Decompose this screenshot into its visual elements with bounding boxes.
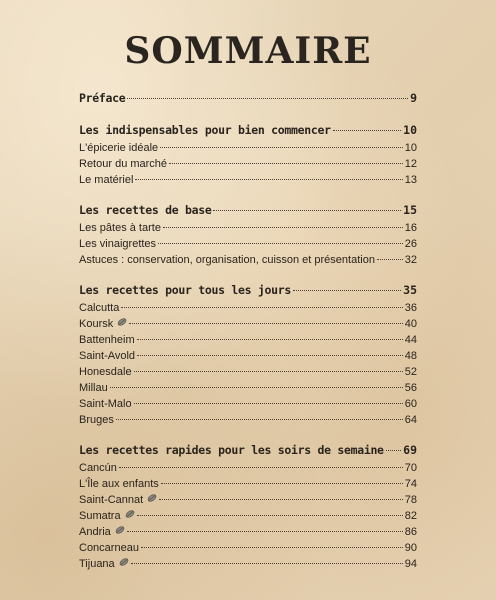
toc-entry-page-number: 44 [404, 334, 417, 346]
toc-entry[interactable] [79, 332, 417, 348]
dot-leader [169, 163, 403, 164]
dot-leader [333, 130, 401, 131]
toc-entry[interactable] [79, 412, 417, 428]
toc-entry[interactable] [79, 524, 417, 540]
page-title: SOMMAIRE [124, 30, 372, 72]
toc-section-label: Les indispensables pour bien commencer [79, 123, 331, 137]
dot-leader [163, 227, 403, 228]
toc-entry-page-number: 60 [404, 398, 417, 410]
dot-leader [119, 467, 403, 468]
dot-leader [160, 147, 403, 148]
toc-entry[interactable] [79, 492, 417, 508]
toc-entry[interactable] [79, 316, 417, 332]
dot-leader [161, 483, 403, 484]
toc-entry-page-number: 32 [404, 254, 417, 266]
toc-entry[interactable] [79, 476, 417, 492]
toc-section-label: Les recettes pour tous les jours [79, 283, 291, 297]
dot-leader [386, 450, 401, 451]
toc-section-page-number: 35 [403, 283, 417, 297]
toc-entry-page-number: 74 [404, 478, 417, 490]
toc-section-label: Préface [79, 91, 126, 105]
toc-entry-label: L'épicerie idéale [79, 142, 159, 154]
toc-section-label: Les recettes rapides pour les soirs de semaine [79, 443, 384, 457]
toc-entry-page-number: 86 [404, 526, 417, 538]
toc-entry-page-number: 78 [404, 494, 417, 506]
dot-leader [137, 355, 403, 356]
toc-entry-label: Saint-Cannat [79, 494, 144, 506]
dot-leader [377, 259, 403, 260]
toc-entry[interactable] [79, 140, 417, 156]
toc-section-page-number: 69 [403, 443, 417, 457]
toc-entry-page-number: 64 [404, 414, 417, 426]
toc-entry[interactable] [79, 172, 417, 188]
toc-section-page-number: 10 [403, 123, 417, 137]
toc-entry[interactable] [79, 220, 417, 236]
toc-entry-label: Saint-Malo [79, 398, 132, 410]
toc-entry[interactable] [79, 460, 417, 476]
toc-entry[interactable] [79, 156, 417, 172]
toc-entry-page-number: 48 [404, 350, 417, 362]
dot-leader [158, 243, 403, 244]
dot-leader [134, 371, 403, 372]
dot-leader [131, 563, 403, 564]
toc-entry-label: Sumatra [79, 510, 121, 522]
dot-leader [121, 307, 402, 308]
toc-entry[interactable] [79, 348, 417, 364]
toc-entry[interactable] [79, 556, 417, 572]
toc-section-label: Les recettes de base [79, 203, 212, 217]
dot-leader [129, 323, 403, 324]
toc-entry-page-number: 10 [404, 142, 417, 154]
toc-entry[interactable] [79, 540, 417, 556]
toc-entry[interactable] [79, 364, 417, 380]
leaf-icon [117, 316, 127, 326]
toc-entry[interactable] [79, 236, 417, 252]
dot-leader [135, 179, 402, 180]
toc-entry-page-number: 16 [404, 222, 417, 234]
dot-leader [127, 531, 403, 532]
toc-section-page-number: 9 [410, 91, 417, 105]
toc-entry-label: Retour du marché [79, 158, 168, 170]
toc-entry-label: Tijuana [79, 558, 115, 570]
toc-entry-page-number: 90 [404, 542, 417, 554]
dot-leader [110, 387, 403, 388]
toc-section[interactable] [79, 440, 417, 460]
toc-entry[interactable] [79, 508, 417, 524]
toc-entry-page-number: 70 [404, 462, 417, 474]
dot-leader [127, 98, 408, 99]
toc-entry[interactable] [79, 396, 417, 412]
toc-entry-page-number: 13 [404, 174, 417, 186]
leaf-icon [115, 524, 125, 534]
toc-section[interactable] [79, 120, 417, 140]
toc-entry-label: Les vinaigrettes [79, 238, 157, 250]
dot-leader [293, 290, 401, 291]
toc-section[interactable] [79, 88, 417, 108]
toc-entry-page-number: 26 [404, 238, 417, 250]
toc-entry-label: Astuces : conservation, organisation, cuisson et présentation [79, 254, 375, 266]
toc-entry-label: Andria [79, 526, 111, 538]
toc-entry-page-number: 56 [404, 382, 417, 394]
leaf-icon [125, 508, 135, 518]
toc-entry-page-number: 36 [404, 302, 417, 314]
toc-entry-label: L'Île aux enfants [79, 478, 159, 490]
toc-entry-label: Millau [79, 382, 108, 394]
leaf-icon [147, 492, 157, 502]
toc-entry[interactable] [79, 300, 417, 316]
toc-entry-page-number: 82 [404, 510, 417, 522]
toc-entry[interactable] [79, 380, 417, 396]
toc-entry-label: Concarneau [79, 542, 139, 554]
toc-entry-label: Calcutta [79, 302, 120, 314]
dot-leader [213, 210, 401, 211]
toc-entry-label: Les pâtes à tarte [79, 222, 161, 234]
toc-entry-label: Battenheim [79, 334, 135, 346]
toc-entry-page-number: 94 [404, 558, 417, 570]
toc-entry-page-number: 52 [404, 366, 417, 378]
dot-leader [134, 403, 403, 404]
toc-entry-page-number: 40 [404, 318, 417, 330]
toc-section[interactable] [79, 200, 417, 220]
dot-leader [137, 515, 403, 516]
dot-leader [116, 419, 403, 420]
toc-section[interactable] [79, 280, 417, 300]
toc-entry-label: Bruges [79, 414, 114, 426]
toc-entry-label: Le matériel [79, 174, 134, 186]
toc-entry-page-number: 12 [404, 158, 417, 170]
toc-section-page-number: 15 [403, 203, 417, 217]
dot-leader [137, 339, 403, 340]
toc-entry-label: Honesdale [79, 366, 132, 378]
toc-entry[interactable] [79, 252, 417, 268]
dot-leader [141, 547, 403, 548]
table-of-contents [79, 88, 417, 572]
toc-entry-label: Koursk [79, 318, 114, 330]
leaf-icon [119, 556, 129, 566]
dot-leader [159, 499, 403, 500]
toc-entry-label: Saint-Avold [79, 350, 136, 362]
toc-entry-label: Cancún [79, 462, 117, 474]
